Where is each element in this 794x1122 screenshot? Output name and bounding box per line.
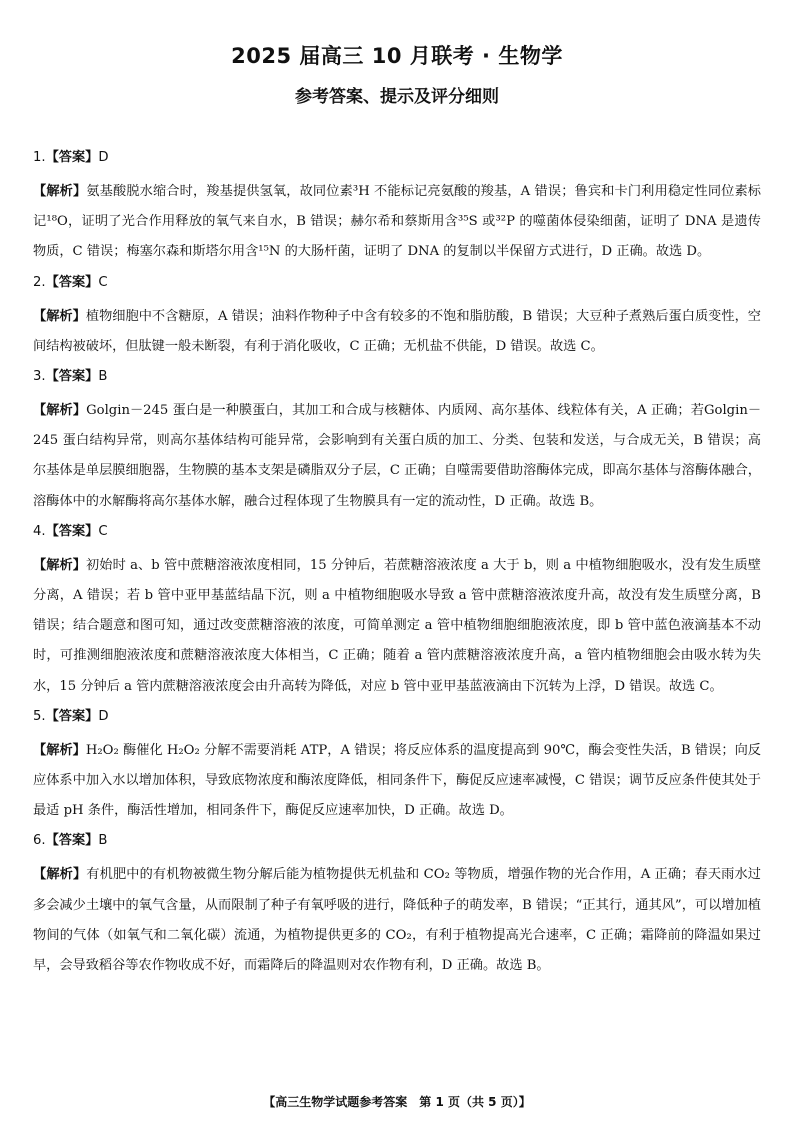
- explanation-text: 初始时 a、b 管中蔗糖溶液浓度相同，15 分钟后，若蔗糖溶液浓度 a 大于 b，则 a 中植物细胞吸水，没有发生质壁分离，A 错误；若 b 管中亚甲基蓝结晶下沉，则 a 中植物细胞吸水导致 a 管中蔗糖溶液浓度升高，故没有发生质壁分离，B 错误；结合题意和图可知，通过改变蔗糖溶液的浓度，可简单测定 a 管中植物细胞细胞液浓度，即 b 管中蓝色液滴基本不动时，可推测细胞液浓度和蔗糖溶液浓度大体相当，C 正确；随着 a 管内蔗糖溶液浓度升高，a 管内植物细胞会由吸水转为失水，15 分钟后 a 管内蔗糖溶液浓度会由升高转为降低，对应 b 管中亚甲基蓝液滴由下沉转为上浮，D 错误。故选 C。: [33, 557, 761, 694]
- page-subtitle: 参考答案、提示及评分细则: [295, 87, 499, 107]
- answer-value: C: [98, 523, 108, 539]
- answer-line: [33, 521, 761, 543]
- answer-value: B: [98, 833, 108, 849]
- question-item: [33, 830, 761, 981]
- answer-line: [33, 830, 761, 852]
- question-item: [33, 147, 761, 268]
- question-number: 5.: [33, 708, 46, 724]
- answer-line: [33, 147, 761, 169]
- explanation: [33, 860, 761, 981]
- explanation: [33, 177, 761, 268]
- explanation-label: 【解析】: [33, 403, 87, 419]
- question-item: [33, 366, 761, 517]
- question-number: 1.: [33, 150, 46, 165]
- answer-line: [33, 706, 761, 728]
- explanation-text: Golgin－245 蛋白是一种膜蛋白，其加工和合成与核糖体、内质网、高尔基体、线粒体有关，A 正确；若Golgin－245 蛋白结构异常，则高尔基体结构可能异常，会影响到有关蛋白质的加工、分类、包装和发送，与合成无关，B 错误；高尔基体是单层膜细胞器，生物膜的基本支架是磷脂双分子层，C 正确；自噬需要借助溶酶体完成，即高尔基体与溶酶体融合，溶酶体中的水解酶将高尔基体水解，融合过程体现了生物膜具有一定的流动性，D 正确。故选 B。: [33, 403, 762, 509]
- question-number: 3.: [33, 369, 46, 385]
- question-item: [33, 521, 761, 702]
- question-item: [33, 272, 761, 362]
- explanation-text: 有机肥中的有机物被微生物分解后能为植物提供无机盐和 CO₂ 等物质，增强作物的光合作用，A 正确；春天雨水过多会减少土壤中的氧气含量，从而限制了种子有氧呼吸的进行，降低种子的萌发率，B 错误；“正其行，通其风”，可以增加植物间的气体（如氧气和二氧化碳）流通，为植物提供更多的 CO₂，有利于植物提高光合速率，C 正确；霜降前的降温如果过早，会导致稻谷等农作物收成不好，而霜降后的降温则对农作物有利，D 正确。故选 B。: [33, 867, 761, 974]
- explanation-text: 氨基酸脱水缩合时，羧基提供氢氧，故同位素³H 不能标记亮氨酸的羧基，A 错误；鲁宾和卡门利用稳定性同位素标记¹⁸O，证明了光合作用释放的氧气来自水，B 错误；赫尔希和蔡斯用含³⁵S 或³²P 的噬菌体侵染细菌，证明了 DNA 是遗传物质，C 错误；梅塞尔森和斯塔尔用含¹⁵N 的大肠杆菌，证明了 DNA 的复制以半保留方式进行，D 正确。故选 D。: [33, 184, 761, 260]
- answer-value: C: [98, 274, 108, 290]
- explanation-label: 【解析】: [33, 308, 86, 324]
- explanation: [33, 736, 761, 827]
- answer-list: [33, 147, 761, 985]
- explanation: [33, 551, 761, 702]
- explanation: [33, 396, 761, 517]
- explanation-label: 【解析】: [33, 867, 87, 883]
- answer-label: 【答案】: [45, 833, 99, 849]
- explanation-label: 【解析】: [33, 742, 86, 758]
- question-number: 6.: [33, 833, 46, 849]
- explanation-label: 【解析】: [33, 557, 87, 573]
- answer-label: 【答案】: [45, 150, 99, 165]
- answer-value: B: [98, 369, 108, 385]
- answer-value: D: [98, 708, 109, 724]
- explanation-text: H₂O₂ 酶催化 H₂O₂ 分解不需要消耗 ATP，A 错误；将反应体系的温度提高到 90℃，酶会变性失活，B 错误；向反应体系中加入水以增加体积，导致底物浓度和酶浓度降低，相同条件下，酶促反应速率减慢，C 错误；调节反应条件使其处于最适 pH 条件，酶活性增加，相同条件下，酶促反应速率加快，D 正确。故选 D。: [33, 742, 761, 819]
- page-footer: 【高三生物学试题参考答案 第 1 页（共 5 页）】: [263, 1095, 531, 1109]
- question-number: 2.: [33, 274, 46, 290]
- answer-label: 【答案】: [45, 274, 99, 290]
- page-title: 2025 届高三 10 月联考 · 生物学: [231, 44, 563, 68]
- answer-label: 【答案】: [45, 369, 99, 385]
- answer-label: 【答案】: [45, 708, 99, 724]
- answer-value: D: [98, 150, 109, 165]
- answer-label: 【答案】: [45, 523, 99, 539]
- explanation-text: 植物细胞中不含糖原，A 错误；油料作物种子中含有较多的不饱和脂肪酸，B 错误；大豆种子煮熟后蛋白质变性，空间结构被破坏，但肽键一般未断裂，有利于消化吸收，C 正确；无机盐不供能，D 错误。故选 C。: [33, 308, 761, 354]
- answer-line: [33, 366, 761, 388]
- explanation-label: 【解析】: [33, 184, 87, 199]
- question-number: 4.: [33, 523, 46, 539]
- answer-line: [33, 272, 761, 294]
- question-item: [33, 706, 761, 827]
- explanation: [33, 302, 761, 362]
